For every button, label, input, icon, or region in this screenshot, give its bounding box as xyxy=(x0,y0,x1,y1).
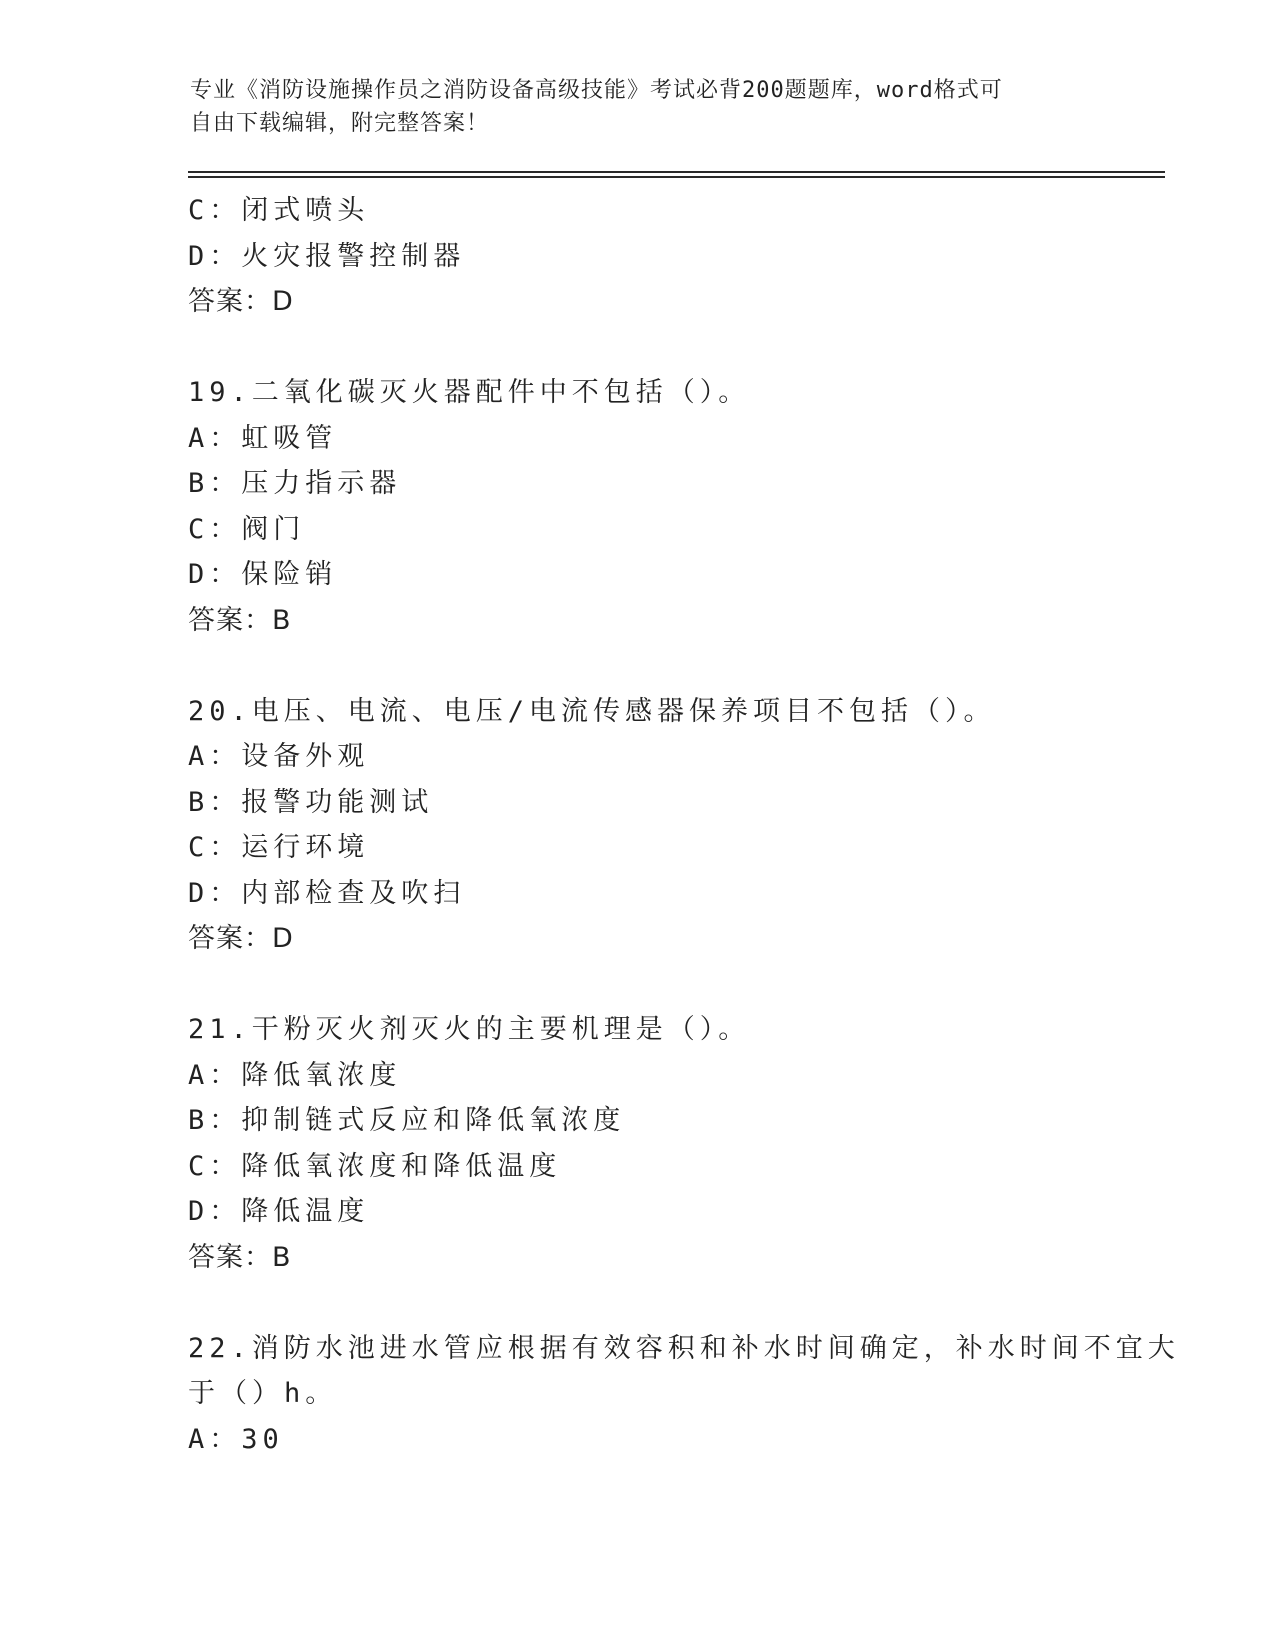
question-text-line-1: 22.消防水池进水管应根据有效容积和补水时间确定，补水时间不宜大 xyxy=(188,1332,1180,1364)
question-text: 19.二氧化碳灭火器配件中不包括（）。 xyxy=(188,377,751,408)
option-a: A：设备外观 xyxy=(188,741,370,772)
question-text: 21.干粉灭火剂灭火的主要机理是（）。 xyxy=(188,1014,751,1045)
spacer xyxy=(188,962,1088,1008)
answer-line: 答案：B xyxy=(188,604,292,636)
answer-line: 答案：D xyxy=(188,923,294,954)
question-block-20 xyxy=(188,689,1088,962)
answer-line: 答案：B xyxy=(188,1241,292,1273)
spacer xyxy=(188,1280,1088,1326)
option-b: B：压力指示器 xyxy=(188,468,402,499)
option-b: B：报警功能测试 xyxy=(188,786,434,818)
option-a: A：降低氧浓度 xyxy=(188,1059,402,1091)
document-header xyxy=(190,74,1070,140)
spacer xyxy=(188,325,1088,371)
option-d: D：火灾报警控制器 xyxy=(188,240,466,272)
option-a: A：虹吸管 xyxy=(188,422,338,454)
header-line-2: 自由下载编辑，附完整答案！ xyxy=(190,111,490,136)
option-b: B：抑制链式反应和降低氧浓度 xyxy=(188,1105,626,1136)
question-block-22 xyxy=(188,1326,1180,1463)
question-block-18 xyxy=(188,188,1088,325)
spacer xyxy=(188,643,1088,689)
option-c: C：运行环境 xyxy=(188,832,370,863)
question-block-21 xyxy=(188,1007,1088,1280)
question-text-line-2: 于（）h。 xyxy=(188,1378,338,1409)
option-a: A：30 xyxy=(188,1423,284,1455)
question-block-19 xyxy=(188,370,1088,643)
answer-line: 答案：D xyxy=(188,286,294,317)
header-divider-top xyxy=(188,171,1165,173)
option-d: D：内部检查及吹扫 xyxy=(188,877,466,909)
header-line-1: 专业《消防设施操作员之消防设备高级技能》考试必背200题题库，word格式可 xyxy=(190,78,1003,103)
question-text: 20.电压、电流、电压/电流传感器保养项目不包括（）。 xyxy=(188,695,996,727)
header-divider-bottom xyxy=(188,176,1165,178)
option-d: D：保险销 xyxy=(188,559,338,590)
option-c: C：闭式喷头 xyxy=(188,195,370,226)
option-d: D：降低温度 xyxy=(188,1196,370,1227)
option-c: C：降低氧浓度和降低温度 xyxy=(188,1150,562,1182)
option-c: C：阀门 xyxy=(188,513,306,545)
question-list xyxy=(188,188,1180,1462)
